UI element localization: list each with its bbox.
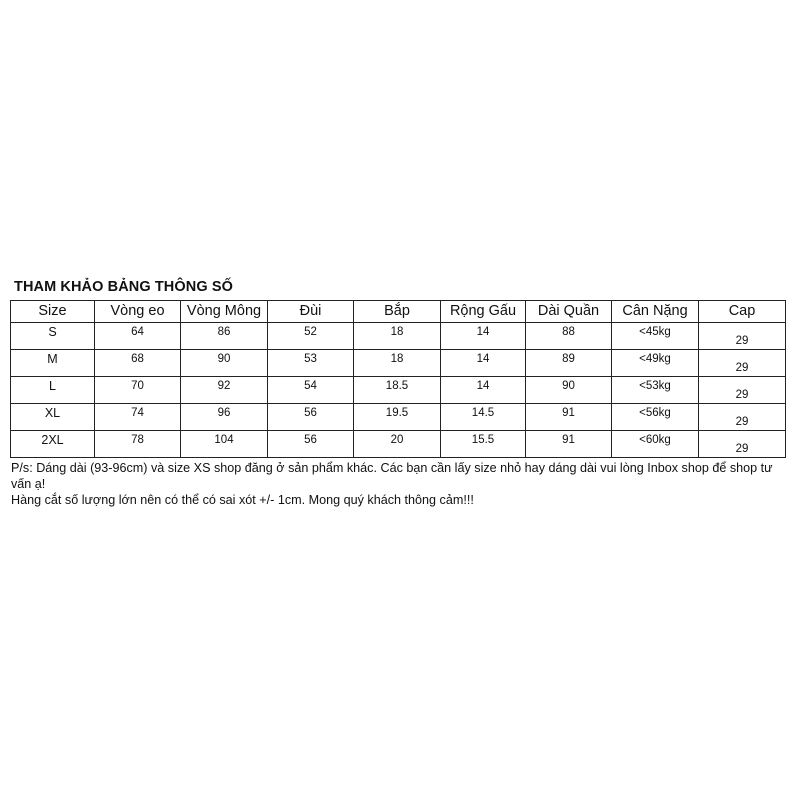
size-chart-document [13, 278, 790, 508]
table-cell: 2XL [11, 431, 95, 458]
size-table [10, 300, 786, 458]
table-cell: <45kg [612, 323, 699, 350]
table-cell: 29 [699, 431, 786, 458]
table-cell: 18 [354, 350, 441, 377]
table-cell: 96 [181, 404, 268, 431]
table-cell: <60kg [612, 431, 699, 458]
table-row [11, 431, 786, 458]
table-row [11, 323, 786, 350]
table-cell: 52 [268, 323, 354, 350]
table-cell: 19.5 [354, 404, 441, 431]
table-cell: M [11, 350, 95, 377]
table-cell: 90 [181, 350, 268, 377]
table-cell: 91 [526, 431, 612, 458]
table-cell: 74 [95, 404, 181, 431]
table-cell: 64 [95, 323, 181, 350]
column-header: Cân Nặng [612, 301, 699, 323]
column-header: Vòng eo [95, 301, 181, 323]
table-row [11, 350, 786, 377]
table-cell: 14 [441, 323, 526, 350]
table-header-row [11, 301, 786, 323]
table-cell: 70 [95, 377, 181, 404]
column-header: Đùi [268, 301, 354, 323]
table-cell: 91 [526, 404, 612, 431]
table-cell: <53kg [612, 377, 699, 404]
table-cell: 18 [354, 323, 441, 350]
table-cell: 78 [95, 431, 181, 458]
table-cell: 86 [181, 323, 268, 350]
table-cell: 14.5 [441, 404, 526, 431]
column-header: Size [11, 301, 95, 323]
table-cell: 88 [526, 323, 612, 350]
table-cell: 53 [268, 350, 354, 377]
table-cell: <49kg [612, 350, 699, 377]
column-header: Dài Quần [526, 301, 612, 323]
notes [11, 460, 781, 508]
table-cell: 54 [268, 377, 354, 404]
table-cell: 15.5 [441, 431, 526, 458]
table-cell: 29 [699, 404, 786, 431]
column-header: Vòng Mông [181, 301, 268, 323]
column-header: Rộng Gấu [441, 301, 526, 323]
column-header: Cap [699, 301, 786, 323]
table-cell: 89 [526, 350, 612, 377]
table-cell: 104 [181, 431, 268, 458]
table-cell: <56kg [612, 404, 699, 431]
table-cell: 90 [526, 377, 612, 404]
column-header: Bắp [354, 301, 441, 323]
table-cell: 56 [268, 404, 354, 431]
table-cell: 92 [181, 377, 268, 404]
table-cell: 20 [354, 431, 441, 458]
table-cell: 29 [699, 323, 786, 350]
table-cell: 29 [699, 350, 786, 377]
table-cell: 56 [268, 431, 354, 458]
note-line: Hàng cắt số lượng lớn nên có thể có sai xót +/- 1cm. Mong quý khách thông cảm!!! [11, 493, 474, 507]
table-row [11, 404, 786, 431]
table-cell: 14 [441, 350, 526, 377]
table-cell: 29 [699, 377, 786, 404]
table-cell: 18.5 [354, 377, 441, 404]
table-cell: S [11, 323, 95, 350]
note-line: P/s: Dáng dài (93-96cm) và size XS shop đăng ở sản phẩm khác. Các bạn cần lấy size nhỏ hay dáng dài vui lòng Inbox shop để shop tư vấn ạ! [11, 461, 773, 491]
table-cell: L [11, 377, 95, 404]
table-cell: 68 [95, 350, 181, 377]
table-cell: 14 [441, 377, 526, 404]
table-row [11, 377, 786, 404]
table-cell: XL [11, 404, 95, 431]
page-title: THAM KHẢO BẢNG THÔNG SỐ [14, 279, 233, 295]
